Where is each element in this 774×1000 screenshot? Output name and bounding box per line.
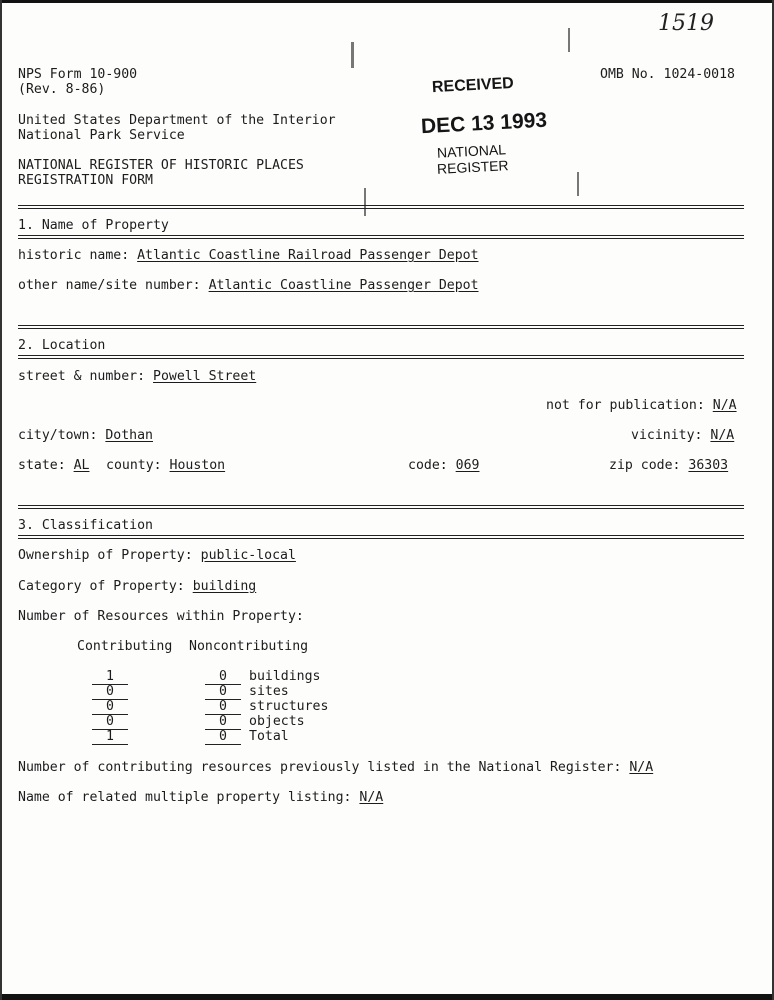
- omb-number: OMB No. 1024-0018: [600, 67, 735, 82]
- multiple-listing-label: Name of related multiple property listing:: [18, 790, 352, 805]
- noncontributing-count: 0: [219, 669, 227, 684]
- multiple-listing-value: N/A: [359, 790, 384, 805]
- register-title: NATIONAL REGISTER OF HISTORIC PLACES: [18, 158, 304, 173]
- previously-listed-row: [18, 760, 653, 775]
- scan-speck: [577, 172, 579, 196]
- resource-type-label: sites: [249, 684, 289, 699]
- form-revision: (Rev. 8-86): [18, 82, 106, 97]
- contributing-count: 0: [106, 714, 114, 729]
- category-label: Category of Property:: [18, 579, 185, 594]
- nfp-value: N/A: [712, 398, 737, 413]
- state-row: [18, 458, 89, 473]
- form-title: REGISTRATION FORM: [18, 173, 153, 188]
- historic-name-value: Atlantic Coastline Railroad Passenger Depot: [137, 248, 479, 263]
- previously-listed-value: N/A: [629, 760, 654, 775]
- city-label: city/town:: [18, 428, 98, 443]
- category-row: [18, 579, 256, 594]
- handwritten-number: 1519: [658, 11, 714, 36]
- section-divider: [18, 325, 744, 329]
- scan-speck: [351, 42, 354, 68]
- vicinity-label: vicinity:: [631, 428, 703, 443]
- stamp-date: DEC 13 1993: [420, 108, 548, 139]
- state-label: state:: [18, 458, 66, 473]
- zip-label: zip code:: [609, 458, 681, 473]
- scan-border-left: [0, 0, 2, 1000]
- resource-type-label: objects: [249, 714, 305, 729]
- scan-speck: [568, 28, 570, 52]
- noncontributing-count: 0: [219, 714, 227, 729]
- resource-type-label: Total: [249, 729, 289, 744]
- street-value: Powell Street: [153, 369, 257, 384]
- noncontributing-count: 0: [219, 699, 227, 714]
- noncontributing-column-header: Noncontributing: [189, 639, 309, 654]
- ownership-value: public-local: [200, 548, 296, 563]
- code-row: [408, 458, 479, 473]
- section2-heading: 2. Location: [18, 338, 106, 353]
- street-label: street & number:: [18, 369, 146, 384]
- section1-heading: 1. Name of Property: [18, 218, 169, 233]
- section-divider: [18, 205, 744, 209]
- historic-name-row: [18, 248, 479, 263]
- section3-heading: 3. Classification: [18, 518, 153, 533]
- stamp-national: NATIONAL: [436, 141, 507, 161]
- multiple-listing-row: [18, 790, 383, 805]
- zip-row: [609, 458, 728, 473]
- city-value: Dothan: [105, 428, 153, 443]
- not-for-publication-row: [546, 398, 737, 413]
- scan-speck: [364, 188, 366, 216]
- noncontributing-count: 0: [219, 684, 227, 699]
- section-divider: [18, 355, 744, 359]
- category-value: building: [192, 579, 257, 594]
- historic-name-label: historic name:: [18, 248, 130, 263]
- resources-label: Number of Resources within Property:: [18, 609, 304, 624]
- scan-border-top: [0, 0, 774, 3]
- other-name-row: [18, 278, 479, 293]
- count-line: [205, 744, 241, 745]
- city-row: [18, 428, 153, 443]
- vicinity-row: [631, 428, 734, 443]
- ownership-row: [18, 548, 296, 563]
- resource-type-label: buildings: [249, 669, 321, 684]
- county-label: county:: [106, 458, 162, 473]
- previously-listed-label: Number of contributing resources previously listed in the National Register:: [18, 760, 622, 775]
- count-line: [92, 744, 128, 745]
- street-row: [18, 369, 256, 384]
- code-value: 069: [455, 458, 480, 473]
- other-name-value: Atlantic Coastline Passenger Depot: [208, 278, 479, 293]
- section-divider: [18, 505, 744, 509]
- department-name: United States Department of the Interior: [18, 113, 336, 128]
- contributing-count: 0: [106, 699, 114, 714]
- ownership-label: Ownership of Property:: [18, 548, 193, 563]
- other-name-label: other name/site number:: [18, 278, 201, 293]
- nfp-label: not for publication:: [546, 398, 705, 413]
- scan-border-bottom: [0, 994, 774, 1000]
- contributing-column-header: Contributing: [77, 639, 173, 654]
- resource-type-label: structures: [249, 699, 329, 714]
- contributing-count: 1: [106, 729, 114, 744]
- section-divider: [18, 235, 744, 239]
- vicinity-value: N/A: [710, 428, 735, 443]
- state-value: AL: [73, 458, 90, 473]
- zip-value: 36303: [688, 458, 729, 473]
- stamp-received: RECEIVED: [431, 74, 515, 97]
- county-row: [106, 458, 225, 473]
- noncontributing-count: 0: [219, 729, 227, 744]
- stamp-register: REGISTER: [436, 157, 509, 177]
- service-name: National Park Service: [18, 128, 185, 143]
- contributing-count: 1: [106, 669, 114, 684]
- form-id: NPS Form 10-900: [18, 67, 138, 82]
- section-divider: [18, 535, 744, 539]
- county-value: Houston: [169, 458, 226, 473]
- contributing-count: 0: [106, 684, 114, 699]
- code-label: code:: [408, 458, 448, 473]
